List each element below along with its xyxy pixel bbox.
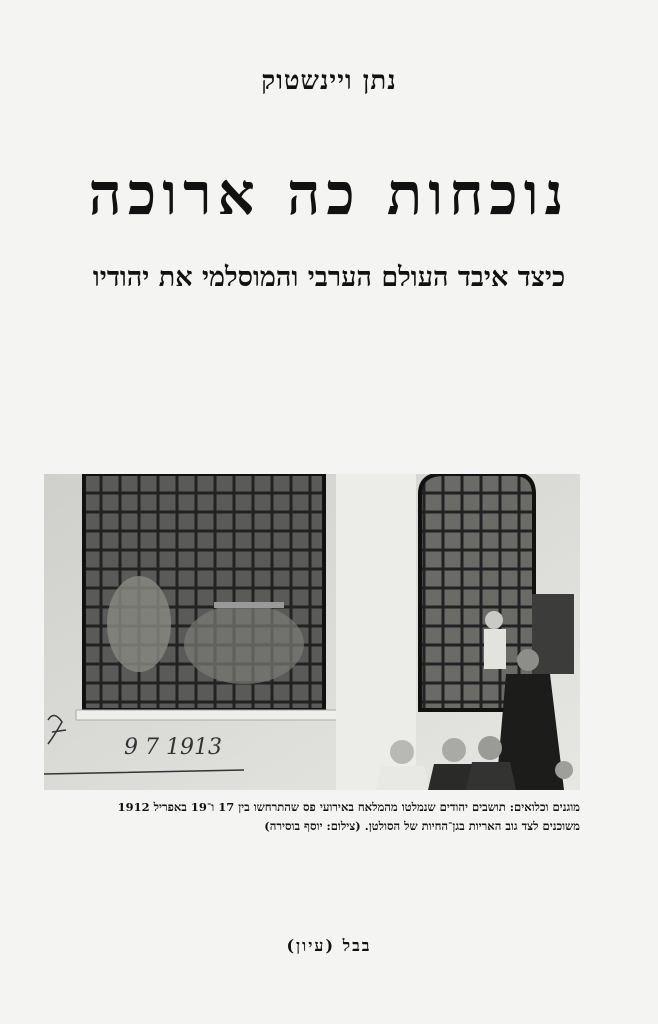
photo-caption	[44, 798, 580, 836]
book-subtitle: כיצד איבד העולם הערבי והמוסלמי את יהודיו	[92, 262, 566, 293]
cover-photo	[44, 474, 580, 790]
publisher-name: בבל (עיון)	[286, 936, 372, 955]
photo-caption-line2: משוכנים לצד גוב האריות בגן־החיות של הסולטן. (צילום: יוסף בוסירה)	[264, 819, 580, 833]
book-title: נוכחות כה ארוכה	[88, 160, 570, 228]
author-name: נתן ויינשטוק	[261, 66, 397, 96]
cover-photo-illustration	[44, 474, 580, 790]
photo-caption-line1: מוגנים וכלואים: תושבים יהודים שנמלטו מהמלאח באירועי פס שהתרחשו בין 17 ו־19 באפריל 1912	[117, 800, 580, 814]
photo-inscription: 9 7 1913	[124, 735, 222, 760]
